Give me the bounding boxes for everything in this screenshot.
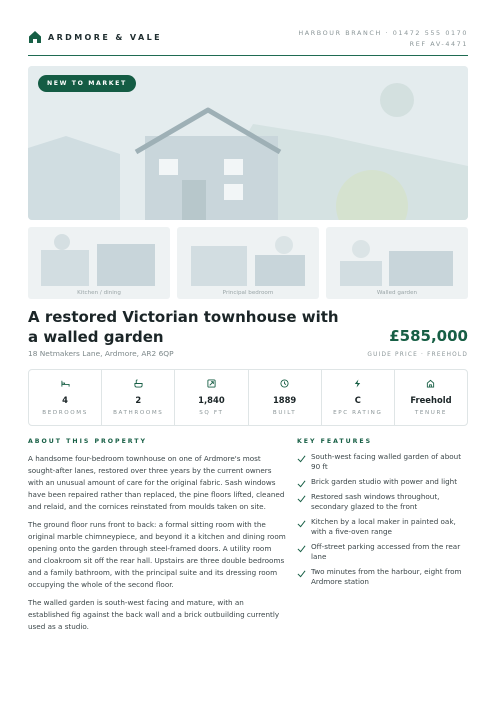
about-paragraph: The ground floor runs front to back: a formal sitting room with the original marble chimneypiece, and beyond it a kitchen and dining room opening onto the garden through steel-framed doors. A utility room and cloakroom sit off the rear hall. Upstairs are three double bedrooms and a family bathroom, with the principal suite and its dressing room occupying the whole of the second floor.: [28, 520, 286, 589]
key-facts: [28, 369, 468, 426]
listing-reference: REF AV-4471: [409, 40, 468, 48]
feature-text: Off-street parking accessed from the rear lane: [311, 542, 461, 561]
bath-icon: [134, 379, 143, 388]
brand-name: ARDMORE & VALE: [48, 32, 162, 42]
list-item: [297, 492, 469, 512]
fact-label: EPC RATING: [333, 410, 383, 416]
thumbnail-caption: Walled garden: [376, 290, 418, 296]
listing-title: A restored Victorian townhouse with a walled garden: [28, 308, 339, 346]
thumbnail-illustration: [177, 227, 319, 299]
header-divider: [28, 55, 468, 56]
fact-value: 1,840: [198, 395, 225, 405]
house-icon: [426, 379, 435, 388]
thumbnail-caption: Kitchen / dining: [77, 290, 121, 296]
check-icon: [297, 544, 306, 553]
new-to-market-badge: NEW TO MARKET: [38, 75, 136, 92]
feature-text: South-west facing walled garden of about 90 ft: [311, 452, 462, 471]
key-features-list: [297, 452, 469, 592]
thumbnail-illustration: [326, 227, 468, 299]
key-features-heading: KEY FEATURES: [297, 438, 373, 445]
fact-value: 4: [62, 395, 68, 405]
list-item: [297, 477, 469, 487]
fact-bathrooms: [102, 370, 175, 425]
area-icon: [207, 379, 216, 388]
feature-text: Two minutes from the harbour, eight from Ardmore station: [311, 567, 462, 586]
house-logo-icon: [28, 30, 42, 44]
fact-label: TENURE: [414, 410, 448, 416]
thumbnail-kitchen[interactable]: [28, 227, 170, 299]
fact-label: BEDROOMS: [42, 410, 88, 416]
about-text: [28, 453, 286, 639]
fact-label: BUILT: [272, 410, 297, 416]
check-icon: [297, 519, 306, 528]
bolt-icon: [353, 379, 362, 388]
thumbnail-illustration: [28, 227, 170, 299]
check-icon: [297, 479, 306, 488]
about-paragraph: A handsome four-bedroom townhouse on one of Ardmore's most sought-after lanes, restored over three years by the current owners with an unusual amount of care for the original fabric. Sash windows have been repaired rather than replaced, the pine floors lifted, cleaned and relaid, and the cornices reinstated from moulds taken on site.: [28, 454, 285, 511]
branch-info: [298, 28, 468, 50]
thumbnail-caption: Principal bedroom: [222, 290, 274, 296]
branch-contact: HARBOUR BRANCH · 01472 555 0170: [298, 29, 468, 37]
listing-address: 18 Netmakers Lane, Ardmore, AR2 6QP: [28, 349, 174, 358]
about-paragraph: The walled garden is south-west facing and mature, with an established fig against the back wall and a brick outbuilding currently used as a studio.: [28, 598, 280, 631]
clock-icon: [280, 379, 289, 388]
feature-text: Kitchen by a local maker in painted oak, with a five-oven range: [311, 517, 456, 536]
brand[interactable]: [28, 30, 162, 44]
fact-value: 2: [135, 395, 142, 405]
fact-value: Freehold: [410, 395, 452, 405]
thumbnail-strip: [28, 227, 468, 299]
feature-text: Brick garden studio with power and light: [311, 477, 458, 486]
fact-area: [175, 370, 248, 425]
check-icon: [297, 494, 306, 503]
fact-bedrooms: [29, 370, 102, 425]
fact-label: SQ FT: [199, 410, 224, 416]
check-icon: [297, 569, 306, 578]
hero-image[interactable]: [28, 66, 468, 220]
header: [28, 24, 468, 56]
list-item: [297, 452, 469, 472]
feature-text: Restored sash windows throughout, secondary glazed to the front: [311, 492, 440, 511]
listing-price: £585,000: [389, 327, 468, 345]
bed-icon: [61, 379, 70, 388]
fact-label: BATHROOMS: [113, 410, 164, 416]
fact-value: 1889: [272, 395, 297, 405]
list-item: [297, 567, 469, 587]
fact-built: [249, 370, 322, 425]
list-item: [297, 542, 469, 562]
about-heading: ABOUT THIS PROPERTY: [28, 438, 147, 445]
list-item: [297, 517, 469, 537]
check-icon: [297, 454, 306, 463]
thumbnail-garden[interactable]: [326, 227, 468, 299]
thumbnail-bedroom[interactable]: [177, 227, 319, 299]
fact-tenure: [395, 370, 467, 425]
fact-epc: [322, 370, 395, 425]
price-note: GUIDE PRICE · FREEHOLD: [367, 352, 468, 358]
fact-value: C: [354, 395, 361, 405]
